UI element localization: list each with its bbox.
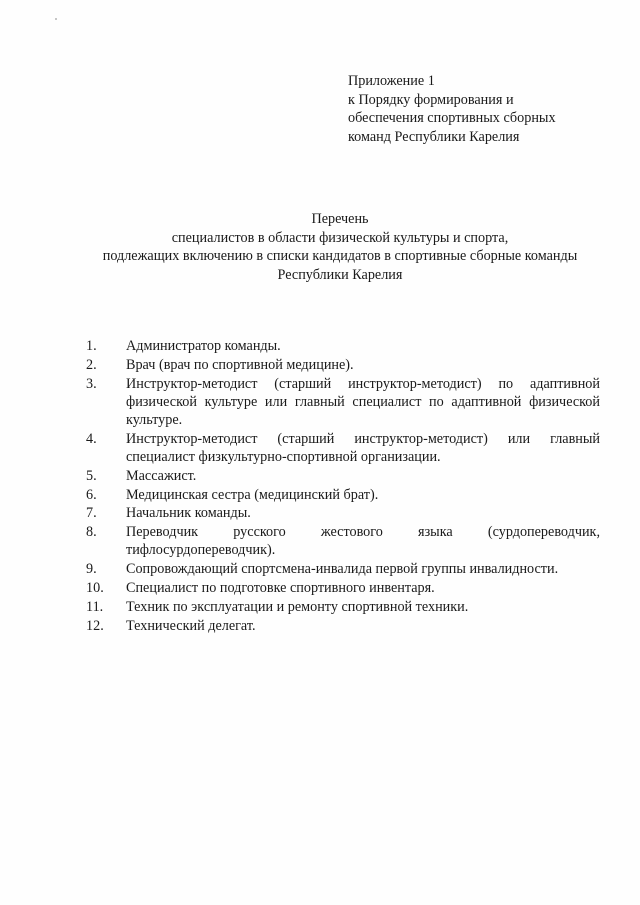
- item-number: 6.: [86, 486, 97, 503]
- item-number: 1.: [86, 338, 97, 354]
- item-text: Техник по эксплуатации и ремонту спортивной техники.: [126, 598, 469, 615]
- list-item: [86, 560, 600, 578]
- item-number: 2.: [86, 356, 97, 373]
- item-number: 9.: [86, 561, 97, 578]
- item-text: Медицинская сестра (медицинский брат).: [126, 486, 379, 503]
- scan-speck: [55, 18, 57, 20]
- title-line: специалистов в области физической культуры и спорта,: [171, 229, 509, 246]
- appendix-header: [348, 72, 608, 146]
- document-title: [60, 210, 620, 284]
- appendix-line: команд Республики Карелия: [348, 128, 520, 145]
- item-number: 10.: [86, 579, 104, 596]
- item-text: Начальник команды.: [126, 505, 251, 522]
- item-text: Инструктор-методист (старший инструктор-методист) по адаптивной физической культуре или главный специалист по адаптивной физической культуре.: [126, 375, 600, 428]
- item-number: 3.: [86, 375, 97, 392]
- list-item: [86, 504, 600, 522]
- item-text: Администратор команды.: [126, 338, 281, 354]
- list-item: [86, 523, 600, 559]
- list-item: [86, 430, 600, 466]
- title-line: Перечень: [311, 211, 369, 227]
- item-number: 8.: [86, 524, 97, 541]
- item-text: Переводчик русского жестового языка (сурдопереводчик, тифлосурдопереводчик).: [126, 524, 600, 559]
- item-text: Врач (врач по спортивной медицине).: [126, 356, 354, 373]
- item-text: Специалист по подготовке спортивного инвентаря.: [126, 579, 435, 596]
- list-item: [86, 337, 600, 355]
- item-text: Инструктор-методист (старший инструктор-методист) или главный специалист физкультурно-спортивной организации.: [126, 430, 600, 465]
- title-line: подлежащих включению в списки кандидатов в спортивные сборные команды: [102, 248, 578, 264]
- appendix-line: к Порядку формирования и: [348, 91, 514, 108]
- item-number: 11.: [86, 598, 104, 615]
- appendix-line: Приложение 1: [348, 73, 435, 89]
- title-line: Республики Карелия: [277, 266, 403, 283]
- list-item: [86, 617, 600, 635]
- item-number: 4.: [86, 430, 97, 447]
- list-item: [86, 486, 600, 504]
- list-item: [86, 467, 600, 485]
- list-item: [86, 579, 600, 597]
- item-text: Массажист.: [126, 467, 197, 484]
- item-text: Технический делегат.: [126, 617, 256, 634]
- item-number: 5.: [86, 467, 97, 484]
- list-item: [86, 356, 600, 374]
- list-item: [86, 598, 600, 616]
- item-text: Сопровождающий спортсмена-инвалида первой группы инвалидности.: [126, 561, 559, 578]
- list-item: [86, 375, 600, 430]
- appendix-line: обеспечения спортивных сборных: [348, 110, 556, 126]
- specialist-list: [86, 337, 600, 635]
- item-number: 7.: [86, 505, 97, 522]
- item-number: 12.: [86, 617, 104, 634]
